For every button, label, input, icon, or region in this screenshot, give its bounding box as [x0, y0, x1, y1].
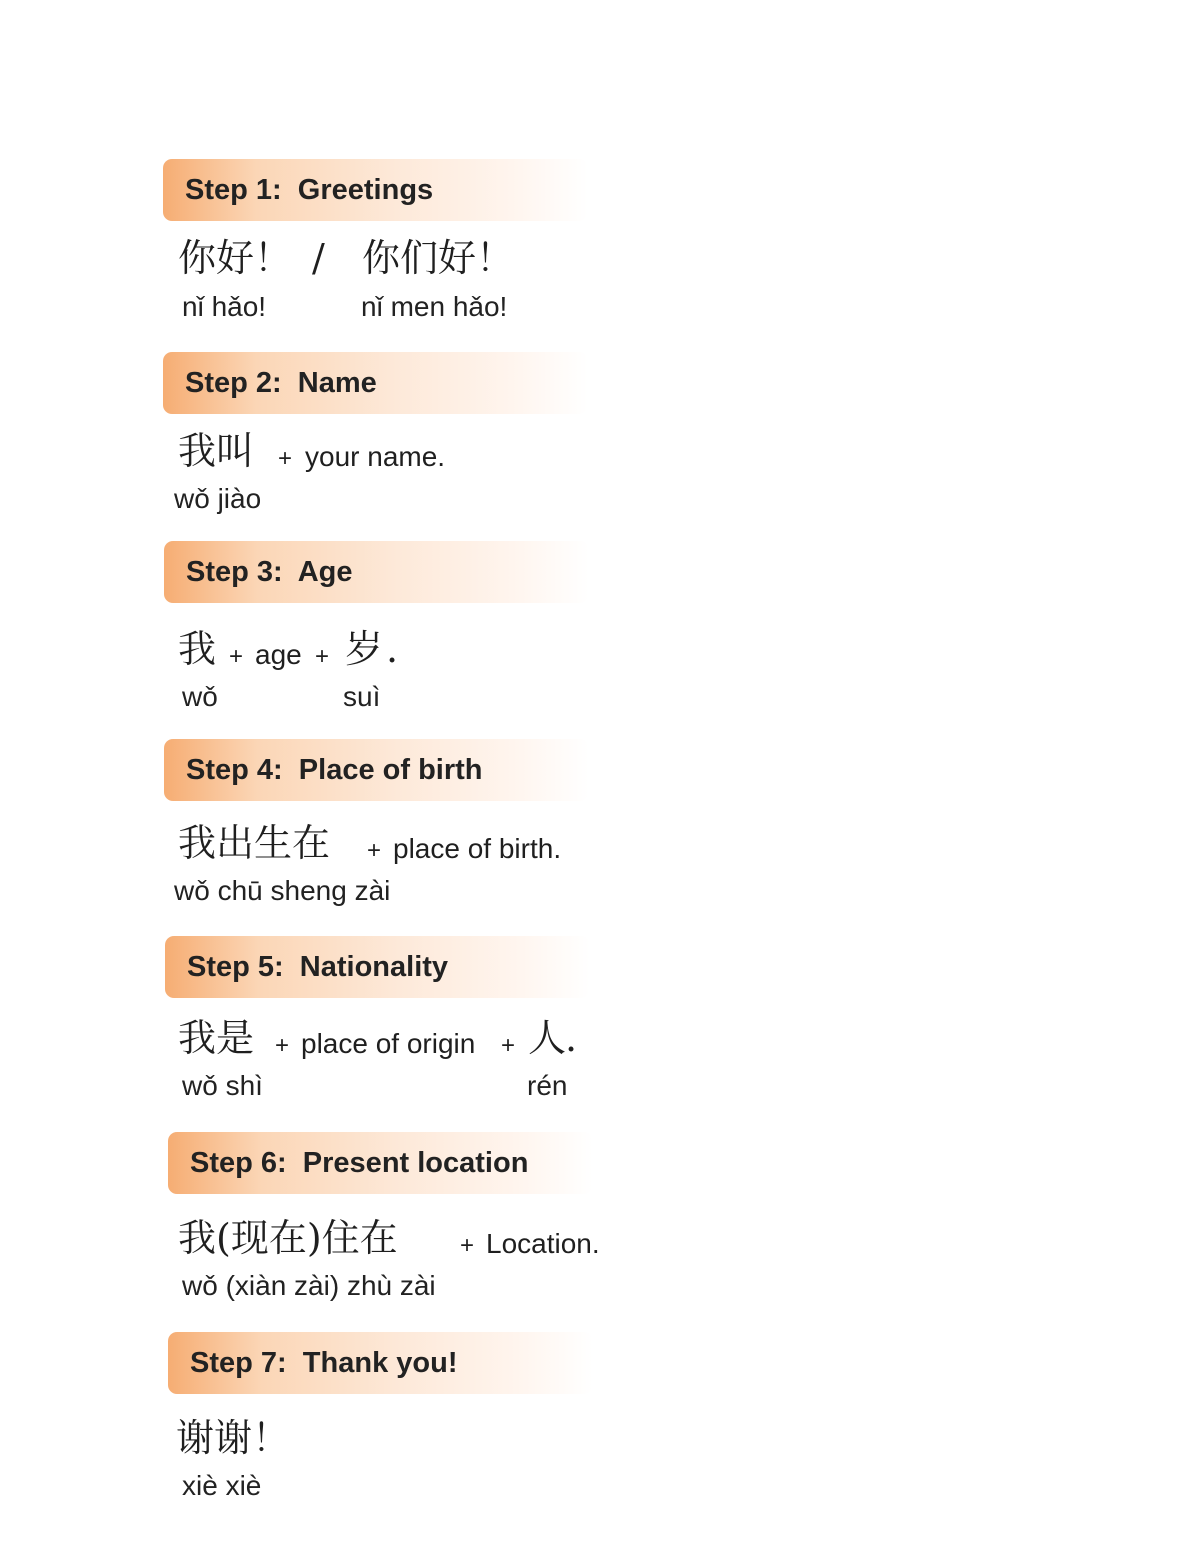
- step-4-chinese: 我出生在: [178, 821, 331, 865]
- step-3-chinese-i: 我: [178, 627, 217, 671]
- step-1-title: Step 1: Greetings: [185, 173, 434, 206]
- step-7-header: [168, 1332, 593, 1394]
- step-4-english: place of birth.: [393, 833, 562, 864]
- step-5-chinese-i-am: 我是: [178, 1016, 255, 1060]
- step-3-english-age: age: [255, 639, 302, 670]
- step-2-pinyin: wǒ jiào: [174, 483, 262, 514]
- step-5-plus-2: +: [501, 1032, 516, 1059]
- step-7-title: Step 7: Thank you!: [190, 1346, 458, 1379]
- step-3-chinese-sui: 岁: [345, 627, 384, 671]
- step-4-pinyin: wǒ chū sheng zài: [174, 875, 391, 906]
- step-5-pinyin-ren: rén: [527, 1070, 568, 1101]
- step-4-header: [164, 739, 589, 801]
- step-3-plus-2: +: [315, 643, 330, 670]
- step-3-plus-1: +: [229, 643, 244, 670]
- step-2-header: [163, 352, 588, 414]
- step-1-pinyin-hello-plural: nǐ men hǎo!: [361, 291, 508, 322]
- step-2-chinese: 我叫: [178, 429, 255, 473]
- step-5-english: place of origin: [301, 1028, 476, 1059]
- step-7-pinyin: xiè xiè: [182, 1470, 262, 1501]
- step-4-title: Step 4: Place of birth: [186, 753, 483, 786]
- step-6-plus: +: [460, 1232, 475, 1259]
- step-5-chinese-ren: 人: [528, 1016, 567, 1060]
- step-5-header: [165, 936, 590, 998]
- step-6-chinese: 我(现在)住在: [178, 1216, 398, 1260]
- step-3-header: [164, 541, 589, 603]
- step-1-phrase-hello: 你好！: [178, 236, 293, 280]
- step-6-title: Step 6: Present location: [190, 1146, 529, 1179]
- step-3-pinyin-wo: wǒ: [182, 681, 218, 712]
- step-5-pinyin-wo-shi: wǒ shì: [182, 1070, 263, 1101]
- step-5-period: .: [565, 1016, 578, 1060]
- step-3-title: Step 3: Age: [186, 555, 353, 588]
- step-4-plus: +: [367, 837, 382, 864]
- step-6-header: [168, 1132, 593, 1194]
- step-3-pinyin-sui: suì: [343, 681, 381, 712]
- step-5-title: Step 5: Nationality: [187, 950, 449, 983]
- step-2-plus: +: [278, 445, 293, 472]
- step-1-pinyin-hello: nǐ hǎo!: [182, 291, 267, 322]
- step-1-phrase-hello-plural: 你们好！: [362, 236, 515, 280]
- step-2-title: Step 2: Name: [185, 366, 377, 399]
- step-3-period: .: [386, 627, 399, 671]
- step-5-plus-1: +: [275, 1032, 290, 1059]
- step-2-english: your name.: [305, 441, 446, 472]
- step-1-slash: /: [312, 236, 325, 280]
- step-6-pinyin: wǒ (xiàn zài) zhù zài: [182, 1270, 436, 1301]
- step-6-english: Location.: [486, 1228, 600, 1259]
- step-1-header: [163, 159, 588, 221]
- step-7-chinese: 谢谢！: [176, 1416, 291, 1460]
